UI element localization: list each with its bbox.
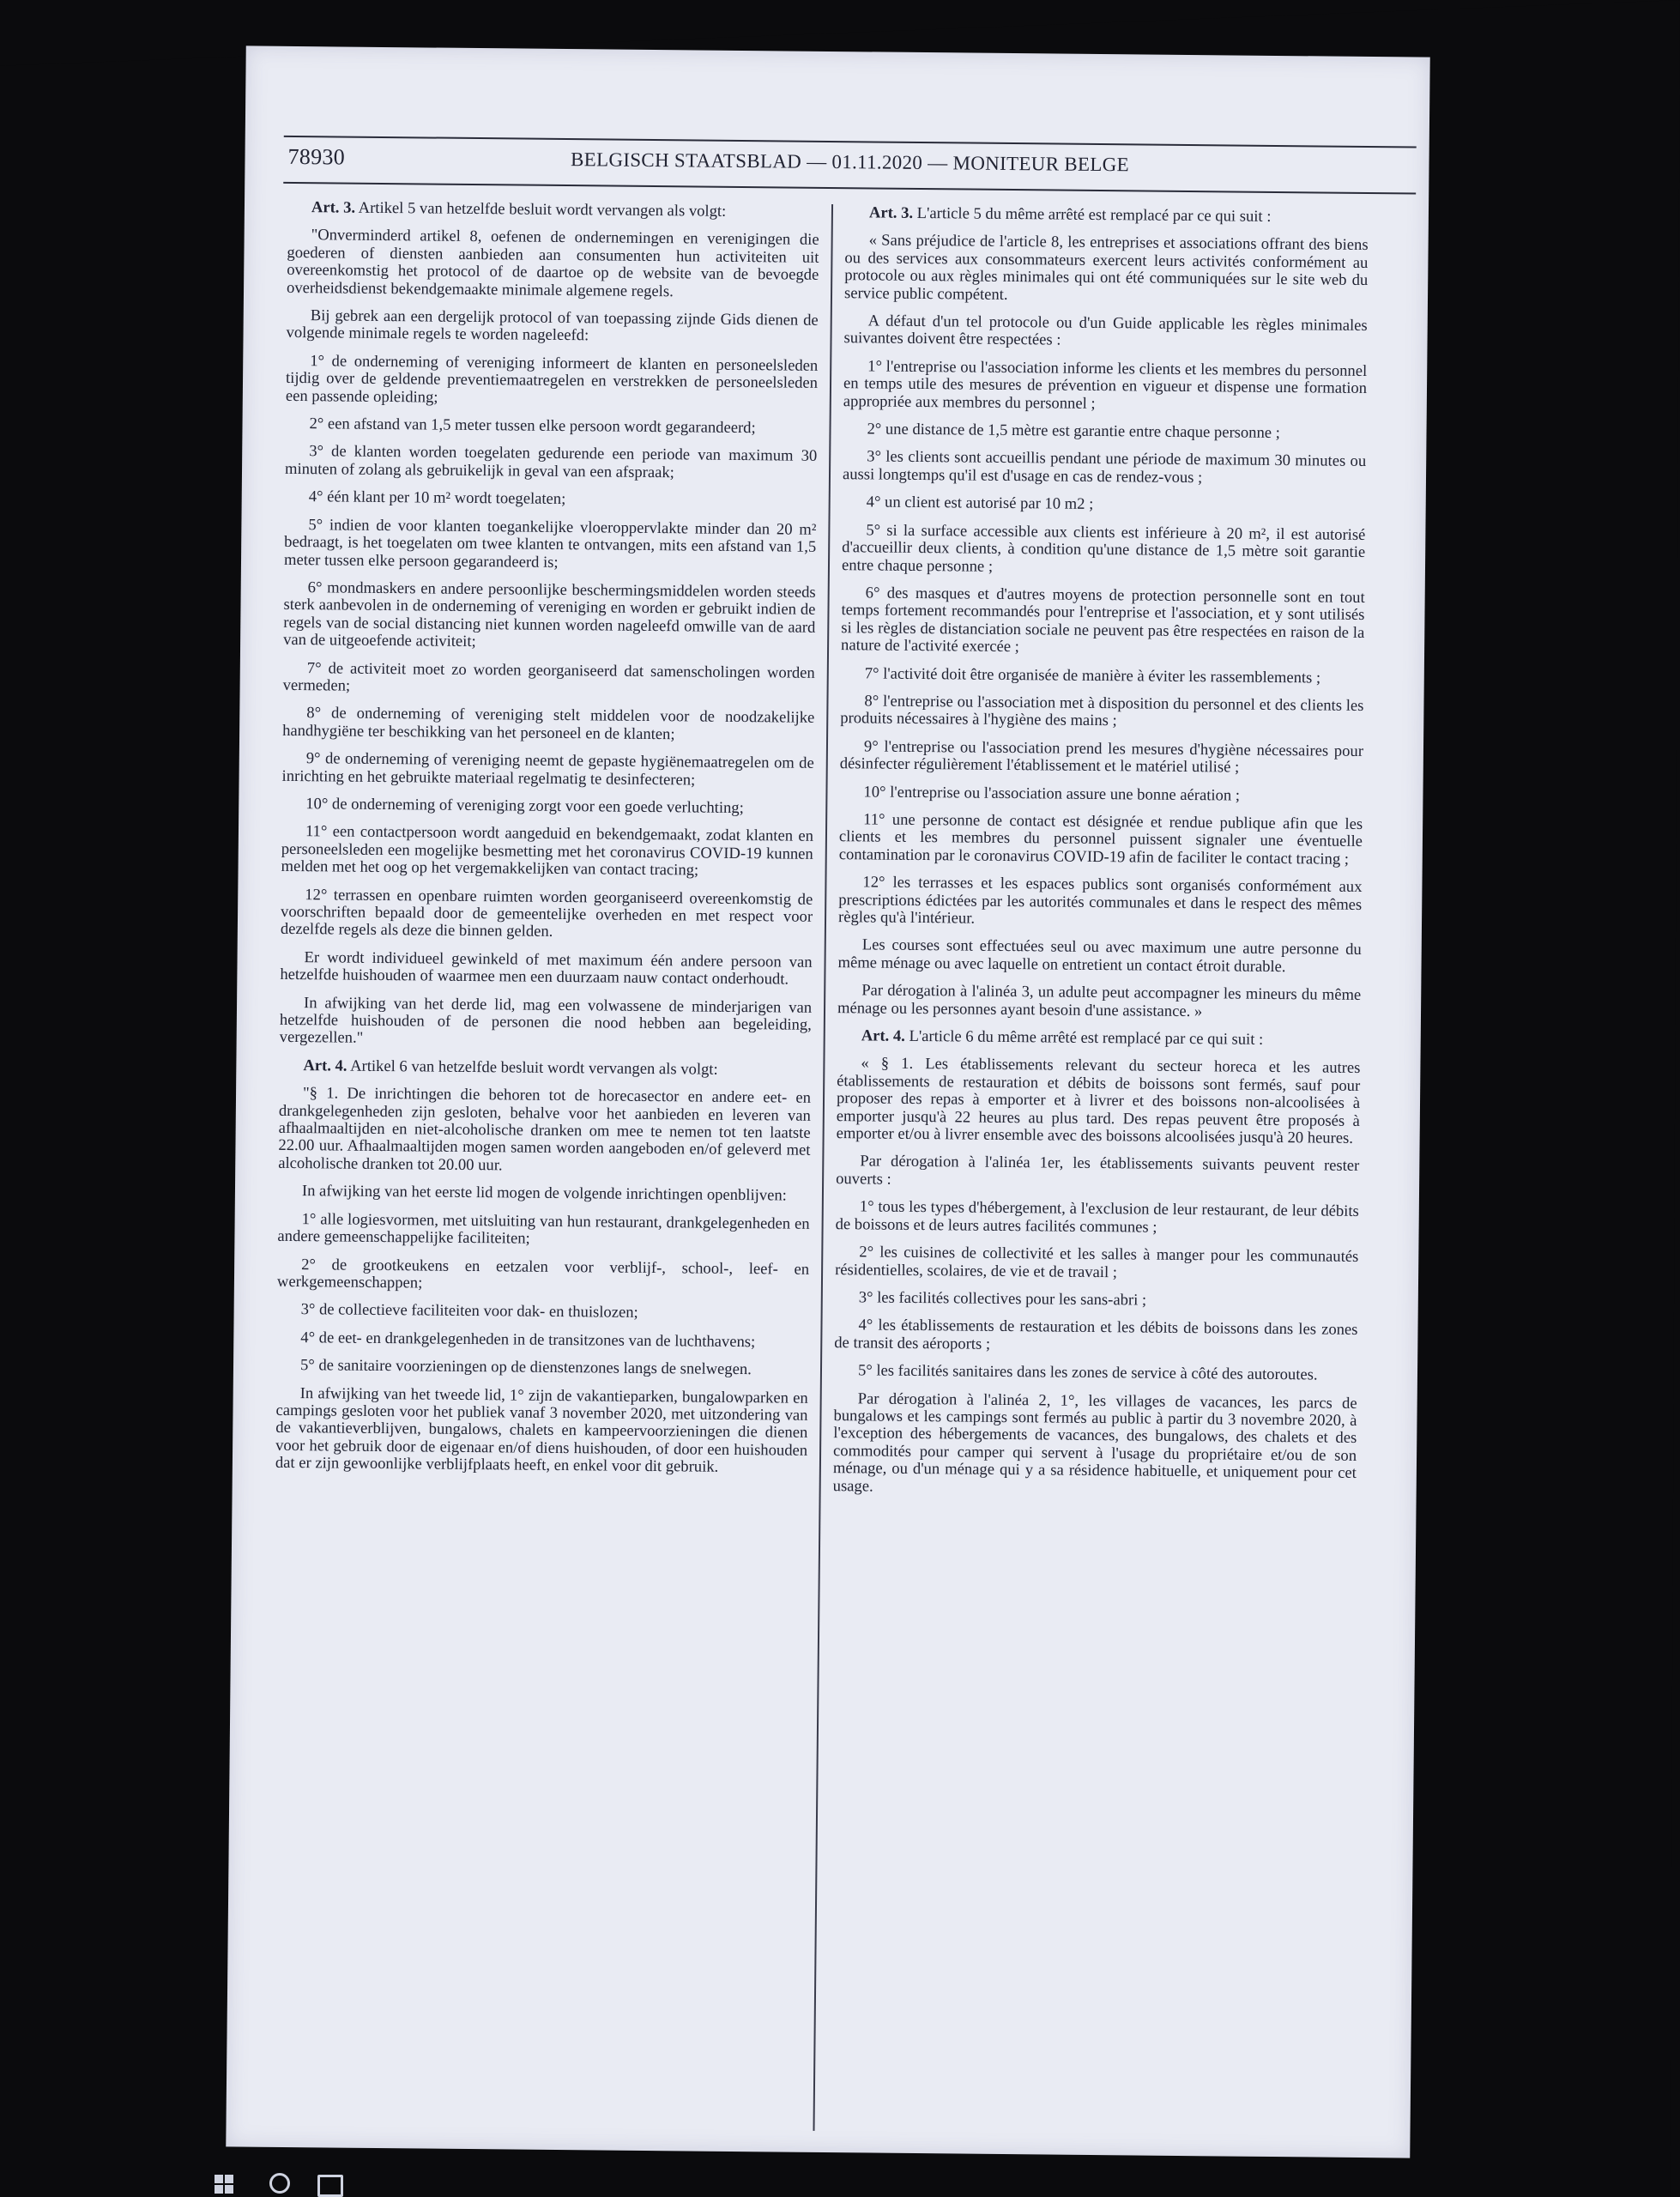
dutch-paragraph-text: In afwijking van het eerste lid mogen de volgende inrichtingen openblijven: <box>301 1182 787 1205</box>
dutch-paragraph <box>287 227 819 302</box>
dutch-paragraph-text: 7° de activiteit moet zo worden georganiseerd dat samenscholingen worden vermeden; <box>282 658 815 695</box>
dutch-paragraph-text: 6° mondmaskers en andere persoonlijke beschermingsmiddelen worden steeds sterk aanbevolen in de onderneming of vereniging en worden er gebruikt indien de regels van de social distancing niet kunnen worden nageleefd omwille van de aard van de uitgeoefende activiteit; <box>283 578 816 651</box>
dutch-paragraph <box>281 823 814 881</box>
dutch-paragraph <box>287 199 819 221</box>
french-paragraph <box>840 738 1363 778</box>
french-paragraph <box>843 449 1366 489</box>
french-paragraph-text: « § 1. Les établissements relevant du secteur horeca et les autres établissements de restauration et débits de boissons sont fermés, sauf pour proposer des repas à emporter et à livrer et des boissons non-alcoolisées à emporter jusqu'à 22 heures au plus tard. Des repas peuvent être proposés à emporter et/ou à livrer ensemble avec des boissons alcoolisées jusqu'à 20 heures. <box>836 1054 1361 1147</box>
dutch-paragraph <box>279 1057 811 1080</box>
dutch-paragraph-text: "Onverminderd artikel 8, oefenen de ondernemingen en verenigingen die goederen of diensten aanbieden aan consumenten hun activiteiten uit overeenkomstig het protocol of de daartoe op de website van de bevoegde overheidsdienst bekendgemaakte minimale algemene regels. <box>286 226 819 300</box>
french-paragraph-text: 3° les clients sont accueillis pendant une période de maximum 30 minutes ou aussi longtemps qu'il est d'usage en cas de rendez-vous ; <box>842 447 1367 487</box>
dutch-paragraph <box>281 796 813 818</box>
dutch-paragraph <box>284 517 817 574</box>
dutch-paragraph-text: 10° de onderneming of vereniging zorgt voor een goede verluchting; <box>305 795 744 818</box>
dutch-paragraph-text: 5° de sanitaire voorzieningen op de dienstenzones langs de snelwegen. <box>299 1356 752 1379</box>
french-paragraph <box>835 1289 1358 1311</box>
french-paragraph <box>839 811 1363 869</box>
dutch-paragraph-text: 9° de onderneming of vereniging neemt de gepaste hygiënemaatregelen om de inrichting en het gebruikte materiaal regelmatig te desinfecteren; <box>281 749 814 790</box>
dutch-paragraph-text: 4° één klant per 10 m² wordt toegelaten; <box>308 487 566 509</box>
taskbar <box>215 2170 386 2197</box>
french-paragraph-text: Par dérogation à l'alinéa 2, 1°, les villages de vacances, les parcs de bungalows et les campings sont fermés au public à partir du 3 novembre 2020, à l'exception des hébergements de vacances, des bungalows, des chalets et des commodités pour camper qui servent à l'usage du propriétaire et/ou de son ménage, ou d'un ménage qui y a sa résidence habituelle, et uniquement pour cet usage. <box>832 1389 1357 1496</box>
french-paragraph <box>836 1153 1359 1194</box>
dutch-paragraph-text: In afwijking van het derde lid, mag een volwassene de minderjarigen van hetzelfde huishouden of de personen die nood hebben aan begeleiding, vergezellen." <box>279 993 813 1048</box>
document-page <box>226 45 1429 2158</box>
dutch-paragraph-text: Er wordt individueel gewinkeld of met maximum één andere persoon van hetzelfde huishouden of waarmee men een duurzaam nauw contact onderhoudt. <box>280 947 813 989</box>
french-paragraph-text: 5° si la surface accessible aux clients est inférieure à 20 m², il est autorisé d'accueillir deux clients, à condition qu'une distance de 1,5 mètre soit garantie entre chaque personne ; <box>841 521 1366 576</box>
dutch-paragraph <box>286 307 818 348</box>
dutch-paragraph-text: "§ 1. De inrichtingen die behoren tot de horecasector en andere eet- en drankgelegenheden zijn gesloten, behalve voor het aanbieden en leveren van afhaalmaaltijden en niet-alcoholische dranken om mee te nemen tot ten laatste 22.00 uur. Afhaalmaaltijden mogen samen worden aangeboden en/of geleverd met alcoholische dranken tot 20.00 uur. <box>278 1084 812 1175</box>
french-paragraph-text: « Sans préjudice de l'article 8, les entreprises et associations offrant des biens ou des services aux consommateurs exercent leurs activités conformément au protocole ou aux règles minimales qui ont été communiquées sur le site web du service public compétent. <box>843 231 1369 304</box>
french-paragraph-text: 1° tous les types d'hébergement, à l'exclusion de leur restaurant, de leur débits de boissons et de leurs autres facilités communes ; <box>835 1197 1359 1237</box>
french-paragraph-text: 1° l'entreprise ou l'association informe les clients et les membres du personnel en temps utile des mesures de prévention en vigueur et dispense une formation appropriée aux membres du personnel ; <box>843 357 1368 413</box>
french-paragraph <box>843 312 1367 353</box>
french-paragraph <box>845 204 1369 227</box>
gazette-title: BELGISCH STAATSBLAD — 01.11.2020 — MONITEUR BELGE <box>570 148 1130 176</box>
french-paragraph <box>840 693 1363 733</box>
dutch-paragraph <box>277 1211 809 1251</box>
dutch-paragraph-text: 1° de onderneming of vereniging informeert de klanten en personeelsleden tijdig over de geldende preventiemaatregelen en verstrekken de personeelsleden een passende opleiding; <box>285 352 819 407</box>
french-paragraph-text: L'article 5 du même arrêté est remplacé par ce qui suit : <box>912 203 1272 226</box>
dutch-paragraph-text: Artikel 5 van hetzelfde besluit wordt vervangen als volgt: <box>354 198 727 221</box>
dutch-paragraph-text: 12° terrassen en openbare ruimten worden georganiseerd overeenkomstig de voorschriften bepaald door de gemeentelijke overheden en met respect voor dezelfde regels als deze die binnen gelden. <box>280 885 813 941</box>
dutch-article-label: Art. 3. <box>311 198 356 217</box>
french-paragraph-text: Par dérogation à l'alinéa 3, un adulte peut accompagner les mineurs du même ménage ou les personnes ayant besoin d'une assistance. » <box>837 981 1362 1020</box>
french-paragraph <box>838 874 1363 931</box>
dutch-paragraph-text: 4° de eet- en drankgelegenheden in de transitzones van de luchthavens; <box>300 1328 756 1351</box>
dutch-paragraph <box>278 1085 811 1177</box>
french-paragraph <box>841 665 1364 687</box>
french-paragraph <box>837 937 1361 977</box>
french-paragraph-text: A défaut d'un tel protocole ou d'un Guide applicable les règles minimales suivantes doivent être respectées : <box>843 312 1368 350</box>
dutch-article-label: Art. 4. <box>303 1056 347 1075</box>
dutch-paragraph <box>276 1329 808 1352</box>
dutch-paragraph <box>275 1384 808 1477</box>
french-paragraph-text: 10° l'entreprise ou l'association assure une bonne aération ; <box>863 782 1241 805</box>
search-icon[interactable] <box>269 2173 290 2194</box>
french-paragraph <box>844 233 1369 307</box>
french-paragraph <box>837 982 1361 1022</box>
dutch-column <box>275 199 819 1487</box>
french-paragraph-text: 4° un client est autorisé par 10 m2 ; <box>866 493 1094 514</box>
dutch-paragraph-text: 1° alle logiesvormen, met uitsluiting van hun restaurant, drankgelegenheden en andere gemeenschappelijke faciliteiten; <box>277 1209 810 1248</box>
dutch-paragraph <box>283 579 816 655</box>
french-paragraph-text: 8° l'entreprise ou l'association met à disposition du personnel et des clients les produits nécessaires à l'hygiène des mains ; <box>840 692 1364 730</box>
dutch-paragraph <box>276 1357 808 1379</box>
dutch-paragraph-text: 5° indien de voor klanten toegankelijke vloeroppervlakte minder dan 20 m² bedraagt, is het toegelaten om twee klanten te ontvangen, mits een afstand van 1,5 meter tussen elke persoon gegarandeerd is; <box>283 515 817 572</box>
dutch-paragraph <box>285 443 817 483</box>
dutch-paragraph-text: 11° een contactpersoon wordt aangeduid en bekendgemaakt, zodat klanten en personeelsleden een mogelijke besmetting met het coronavirus COVID-19 kunnen melden met het oog op het vergemakkelijken van contact tracing; <box>281 822 814 880</box>
french-paragraph-text: Les courses sont effectuées seul ou avec maximum une autre personne du même ménage ou avec laquelle on entretient un contact étroit durable. <box>837 935 1362 976</box>
french-paragraph <box>835 1244 1358 1284</box>
french-paragraph-text: 2° les cuisines de collectivité et les salles à manger pour les communautés résidentielles, scolaires, de vie et de travail ; <box>835 1243 1359 1281</box>
french-paragraph-text: 3° les facilités collectives pour les sans-abri ; <box>858 1288 1147 1310</box>
french-column <box>832 204 1369 1510</box>
french-paragraph-text: 7° l'activité doit être organisée de manière à éviter les rassemblements ; <box>864 663 1321 687</box>
dutch-paragraph <box>277 1256 809 1296</box>
french-paragraph <box>841 584 1365 659</box>
dutch-paragraph-text: In afwijking van het tweede lid, 1° zijn de vakantieparken, bungalowparken en campings gesloten voor het publiek vanaf 3 november 2020, met uitzondering van de vakantieverblijven, bungalows, chalets en kampeervoorzieningen die dienen voor het gebruik door de eigenaar en/of diens huishouden, of door een huishouden dat er zijn gewoonlijke verblijfplaats heeft, en enkel voor dit gebruik. <box>275 1383 808 1476</box>
french-paragraph <box>843 358 1368 415</box>
dutch-paragraph <box>282 705 814 745</box>
dutch-paragraph <box>285 415 817 438</box>
french-paragraph <box>833 1390 1357 1500</box>
dutch-paragraph-text: 8° de onderneming of vereniging stelt middelen voor de noodzakelijke handhygiëne ter beschikking van het personeel en de klanten; <box>282 704 815 744</box>
french-paragraph <box>842 522 1366 579</box>
page-header <box>287 141 1411 186</box>
dutch-paragraph <box>285 488 817 511</box>
dutch-paragraph-text: 2° een afstand van 1,5 meter tussen elke persoon wordt gegarandeerd; <box>309 415 756 438</box>
windows-start-icon[interactable] <box>215 2175 233 2194</box>
french-paragraph-text: 4° les établissements de restauration et les débits de boissons dans les zones de transit des aéroports ; <box>834 1316 1358 1353</box>
french-paragraph-text: 5° les facilités sanitaires dans les zones de service à côté des autoroutes. <box>857 1361 1318 1384</box>
dutch-paragraph-text: 3° de collectieve faciliteiten voor dak- en thuislozen; <box>300 1300 638 1322</box>
dutch-paragraph-text: Bij gebrek aan een dergelijk protocol of van toepassing zijnde Gids dienen de volgende minimale regels te worden nageleefd: <box>286 306 819 345</box>
french-paragraph <box>839 784 1363 806</box>
french-article-label: Art. 3. <box>868 203 914 222</box>
french-paragraph-text: Par dérogation à l'alinéa 1er, les établissements suivants peuvent rester ouverts : <box>836 1152 1360 1189</box>
french-paragraph <box>834 1362 1357 1384</box>
dutch-paragraph-text: 3° de klanten worden toegelaten gedurende een periode van maximum 30 minuten of zolang als gebruikelijk in geval van een afspraak; <box>284 442 818 482</box>
dutch-paragraph <box>280 994 813 1051</box>
dutch-paragraph <box>282 750 814 790</box>
french-paragraph-text: 9° l'entreprise ou l'association prend les mesures d'hygiène nécessaires pour désinfecter régulièrement l'établissement et le matériel utilisé ; <box>839 737 1364 777</box>
french-paragraph-text: 11° une personne de contact est désignée et rendue publique afin que les clients et les membres du personnel puissent signaler une éventuelle contamination par le coronavirus COVID-19 afin de faciliter le contact tracing ; <box>838 810 1363 869</box>
dutch-paragraph <box>281 886 813 943</box>
dutch-paragraph-text: Artikel 6 van hetzelfde besluit wordt vervangen als volgt: <box>347 1056 718 1079</box>
french-paragraph-text: 12° les terrasses et les espaces publics sont organisés conformément aux prescriptions édictées par les autorités communales et dans le respect des mêmes règles qu'à l'intérieur. <box>837 873 1363 928</box>
dutch-paragraph <box>278 1183 810 1205</box>
french-paragraph <box>836 1198 1359 1238</box>
french-paragraph-text: 2° une distance de 1,5 mètre est garantie entre chaque personne ; <box>867 420 1280 443</box>
dutch-paragraph <box>277 1301 809 1323</box>
french-paragraph <box>834 1316 1357 1357</box>
french-paragraph-text: L'article 6 du même arrêté est remplacé par ce qui suit : <box>904 1026 1264 1049</box>
french-paragraph <box>843 421 1366 443</box>
page-number: 78930 <box>287 143 346 170</box>
dutch-paragraph <box>286 353 819 410</box>
french-paragraph-text: 6° des masques et d'autres moyens de protection personnelle sont en tout temps fortement recommandés pour l'entreprise et l'association, et y sont utilisés si les règles de distanciation sociale ne peuvent pas être respectées en raison de la nature de l'activité exercée ; <box>841 584 1365 657</box>
french-article-label: Art. 4. <box>861 1026 905 1045</box>
french-paragraph <box>837 1056 1361 1148</box>
dutch-paragraph <box>280 949 812 990</box>
dutch-paragraph-text: 2° de grootkeukens en eetzalen voor verblijf-, school-, leef- en werkgemeenschappen; <box>276 1255 810 1292</box>
french-paragraph <box>837 1027 1361 1050</box>
french-paragraph <box>843 493 1366 516</box>
task-view-icon[interactable] <box>317 2175 343 2197</box>
dutch-paragraph <box>283 659 815 699</box>
